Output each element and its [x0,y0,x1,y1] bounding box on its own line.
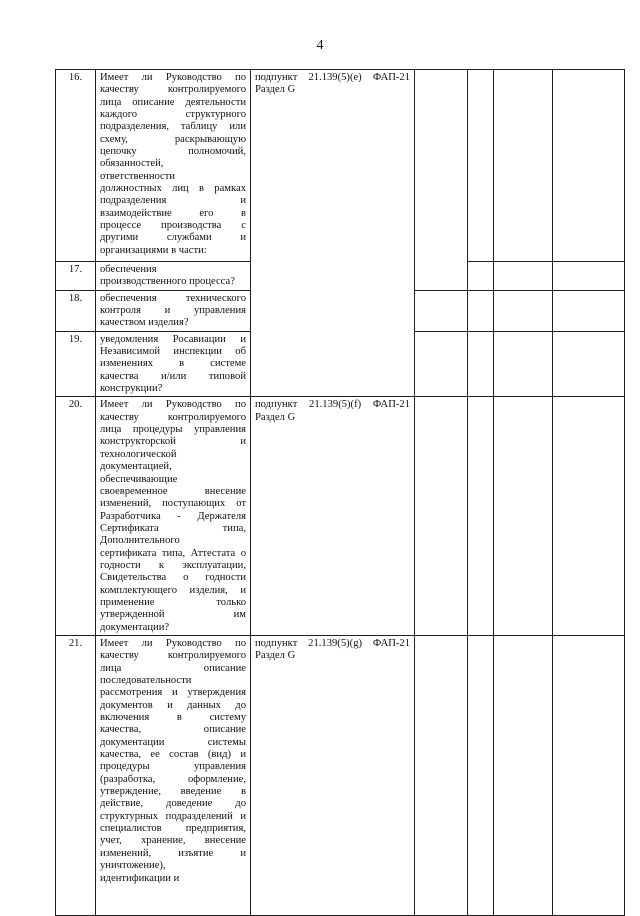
question-text-line: изменений, поступающих от [100,498,246,510]
question-text-line: изменениях в системе [100,358,246,370]
question-text-line: документацией, [100,461,172,473]
question-text-line: качеству контролируемого [100,411,246,423]
regulation-reference: подпункт 21.139(5)(g) ФАП-21 [255,637,410,649]
question-text-line: лица процедуры управления [100,424,246,436]
assessment-cell [415,70,468,291]
item-number: 16. [56,70,96,262]
question-text-line: процессе производства с [100,220,246,232]
question-text-line: ответственности [100,170,176,182]
evidence-cell [494,290,553,331]
question-text-line: идентификации и [100,872,180,884]
regulation-reference: подпункт 21.139(5)(e) ФАП-21 [255,72,410,83]
question-text-line: Свидетельства о годности [100,572,246,584]
compliance-cell [468,262,494,291]
notes-cell [553,262,625,291]
item-number: 21. [56,635,96,915]
question-text-line: качества, описание [100,724,246,736]
evidence-cell [494,397,553,636]
evidence-cell [494,70,553,262]
question-text-line: рассмотрения и утверждения [100,687,246,699]
question-cell [96,70,251,262]
compliance-cell [468,397,494,636]
compliance-cell [468,290,494,331]
question-text-line: обеспечивающие [100,473,178,485]
table-row [56,397,625,636]
question-cell [96,262,251,291]
question-text-line: утверждение, введение в [100,786,246,798]
question-text-line: последовательности [100,675,192,686]
question-text-line: конструкторской и [100,436,246,448]
question-cell [96,331,251,397]
regulation-reference: Раздел G [255,650,296,662]
compliance-cell [468,635,494,915]
question-text-line: цепочку полномочий, [100,146,246,158]
reference-cell [251,397,415,636]
evidence-cell [494,635,553,915]
question-cell [96,290,251,331]
question-text-line: уничтожение), [100,860,166,872]
checklist-table [55,69,625,916]
item-number: 20. [56,397,96,636]
question-text-line: контроля и управления [100,305,246,317]
reference-cell [251,635,415,915]
question-text-line: специалистов предприятия, [100,823,246,835]
question-text-line: Разработчика - Держателя [100,510,246,522]
question-text-line: качества, ее состав (вид) и [100,749,246,761]
question-text-line: организациями в части: [100,244,207,256]
question-text-line: конструкции? [100,383,163,395]
notes-cell [553,635,625,915]
question-text-line: применение только [100,596,246,608]
question-text-line: схему, раскрывающую [100,133,246,145]
question-text-line: структурных подразделений и [100,810,246,822]
question-text-line: Дополнительного [100,535,180,547]
assessment-cell [415,635,468,915]
compliance-cell [468,331,494,397]
table-row [56,70,625,262]
question-text-line: (разработка, оформление, [100,773,246,785]
question-text-line: документов и данных до [100,699,246,711]
question-text-line: включения в систему [100,712,246,724]
question-text-line: процедуры управления [100,761,246,773]
question-text-line: Независимой инспекции об [100,346,246,358]
assessment-cell [415,331,468,397]
item-number: 19. [56,331,96,397]
compliance-cell [468,70,494,262]
question-cell [96,397,251,636]
question-text-line: годности к эксплуатации, [100,559,246,571]
question-text-line: другими службами и [100,232,246,244]
question-text-line: утвержденной им [100,609,246,621]
question-text-line: должностных лиц в рамках [100,183,246,195]
notes-cell [553,397,625,636]
question-text-line: учет, хранение, внесение [100,835,246,847]
question-text-line: подразделения и [100,195,246,207]
notes-cell [553,290,625,331]
question-text-line: изменений, изъятие и [100,847,246,859]
item-number: 17. [56,262,96,291]
question-text-line: обеспечения [100,264,157,275]
question-text-line: Имеет ли Руководство по [100,399,246,411]
question-cell [96,635,251,915]
item-number: 18. [56,290,96,331]
question-text-line: взаимодействие его в [100,207,246,219]
question-text-line: сертификата типа, Аттестата о [100,547,246,559]
question-text-line: каждого структурного [100,109,246,121]
question-text-line: документации системы [100,736,246,748]
regulation-reference: Раздел G [255,411,296,423]
question-text-line: Сертификата типа, [100,522,246,534]
notes-cell [553,70,625,262]
question-text-line: качеством изделия? [100,317,189,329]
question-text-line: подразделения, таблицу или [100,121,246,133]
notes-cell [553,331,625,397]
table-row [56,635,625,915]
question-text-line: производственного процесса? [100,276,235,288]
page-number: 4 [316,38,324,53]
question-text-line: Имеет ли Руководство по [100,72,246,83]
question-text-line: качеству контролируемого [100,84,246,96]
assessment-cell [415,290,468,331]
regulation-reference: подпункт 21.139(5)(f) ФАП-21 [255,399,410,411]
question-text-line: обязанностей, [100,158,164,170]
question-text-line: лица описание [100,662,246,674]
question-text-line: обеспечения технического [100,292,246,304]
regulation-reference: Раздел G [255,84,296,96]
question-text-line: документации? [100,621,170,633]
question-text-line: уведомления Росавиации и [100,333,246,345]
question-text-line: лица описание деятельности [100,96,246,108]
question-text-line: комплектующего изделия, и [100,584,246,596]
assessment-cell [415,397,468,636]
evidence-cell [494,262,553,291]
evidence-cell [494,331,553,397]
question-text-line: Имеет ли Руководство по [100,637,246,649]
question-text-line: качеству контролируемого [100,650,246,662]
question-text-line: своевременное внесение [100,485,246,497]
reference-cell [251,70,415,397]
question-text-line: качества и/или типовой [100,370,246,382]
question-text-line: технологической [100,448,177,460]
question-text-line: действие, доведение до [100,798,246,810]
